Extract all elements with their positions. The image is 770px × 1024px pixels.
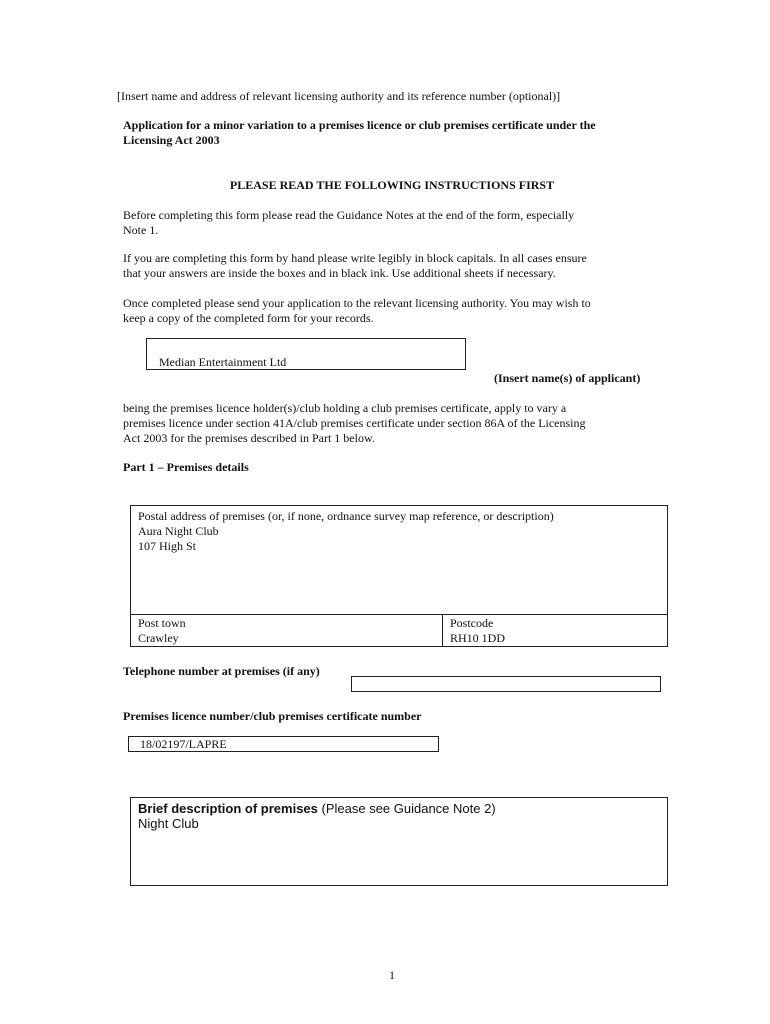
premises-description-field[interactable] <box>130 797 668 886</box>
statement-line2: premises licence under section 41A/club premises certificate under section 86A of the Licensing <box>123 416 586 430</box>
instruction-para1-line1: Before completing this form please read the Guidance Notes at the end of the form, especially <box>123 208 575 222</box>
applicant-name-field[interactable] <box>146 338 466 370</box>
post-town-field[interactable] <box>130 614 443 647</box>
statement-line1: being the premises licence holder(s)/club holding a club premises certificate, apply to vary a <box>123 401 567 415</box>
instruction-para3-line1: Once completed please send your application to the relevant licensing authority. You may wish to <box>123 296 591 310</box>
postcode-field[interactable] <box>442 614 668 647</box>
instruction-para2-line1: If you are completing this form by hand please write legibly in block capitals. In all cases ensure <box>123 251 587 265</box>
form-title-line2: Licensing Act 2003 <box>123 133 220 147</box>
premises-address-label: Postal address of premises (or, if none, ordnance survey map reference, or description) <box>138 509 554 523</box>
instruction-para1-line2: Note 1. <box>123 223 159 237</box>
instruction-para2-line2: that your answers are inside the boxes and in black ink. Use additional sheets if necessary. <box>123 266 556 280</box>
instruction-para3-line2: keep a copy of the completed form for your records. <box>123 311 374 325</box>
applicant-name-value: Median Entertainment Ltd <box>159 355 287 369</box>
page-number: 1 <box>389 968 395 982</box>
form-title-line1: Application for a minor variation to a premises licence or club premises certificate under the <box>123 118 596 132</box>
instructions-heading: PLEASE READ THE FOLLOWING INSTRUCTIONS FIRST <box>229 178 555 192</box>
licence-number-label: Premises licence number/club premises certificate number <box>123 709 422 723</box>
premises-description-value: Night Club <box>138 816 199 831</box>
part1-heading: Part 1 – Premises details <box>123 460 249 474</box>
premises-address-field[interactable] <box>130 505 668 615</box>
statement-line3: Act 2003 for the premises described in Part 1 below. <box>123 431 375 445</box>
licence-number-value: 18/02197/LAPRE <box>140 737 227 751</box>
post-town-label: Post town <box>138 616 186 630</box>
premises-address-line2: 107 High St <box>138 539 197 553</box>
postcode-value: RH10 1DD <box>450 631 506 645</box>
description-label-bold: Brief description of premises <box>138 801 318 816</box>
telephone-field[interactable] <box>351 676 661 692</box>
applicant-name-label: (Insert name(s) of applicant) <box>494 371 641 385</box>
authority-instruction: [Insert name and address of relevant licensing authority and its reference number (optional)] <box>117 89 561 103</box>
premises-address-line1: Aura Night Club <box>138 524 219 538</box>
description-label-note: (Please see Guidance Note 2) <box>317 801 496 816</box>
post-town-value: Crawley <box>138 631 179 645</box>
licence-number-field[interactable] <box>128 736 439 752</box>
postcode-label: Postcode <box>450 616 494 630</box>
premises-description-label <box>138 801 496 816</box>
telephone-label: Telephone number at premises (if any) <box>123 664 320 678</box>
